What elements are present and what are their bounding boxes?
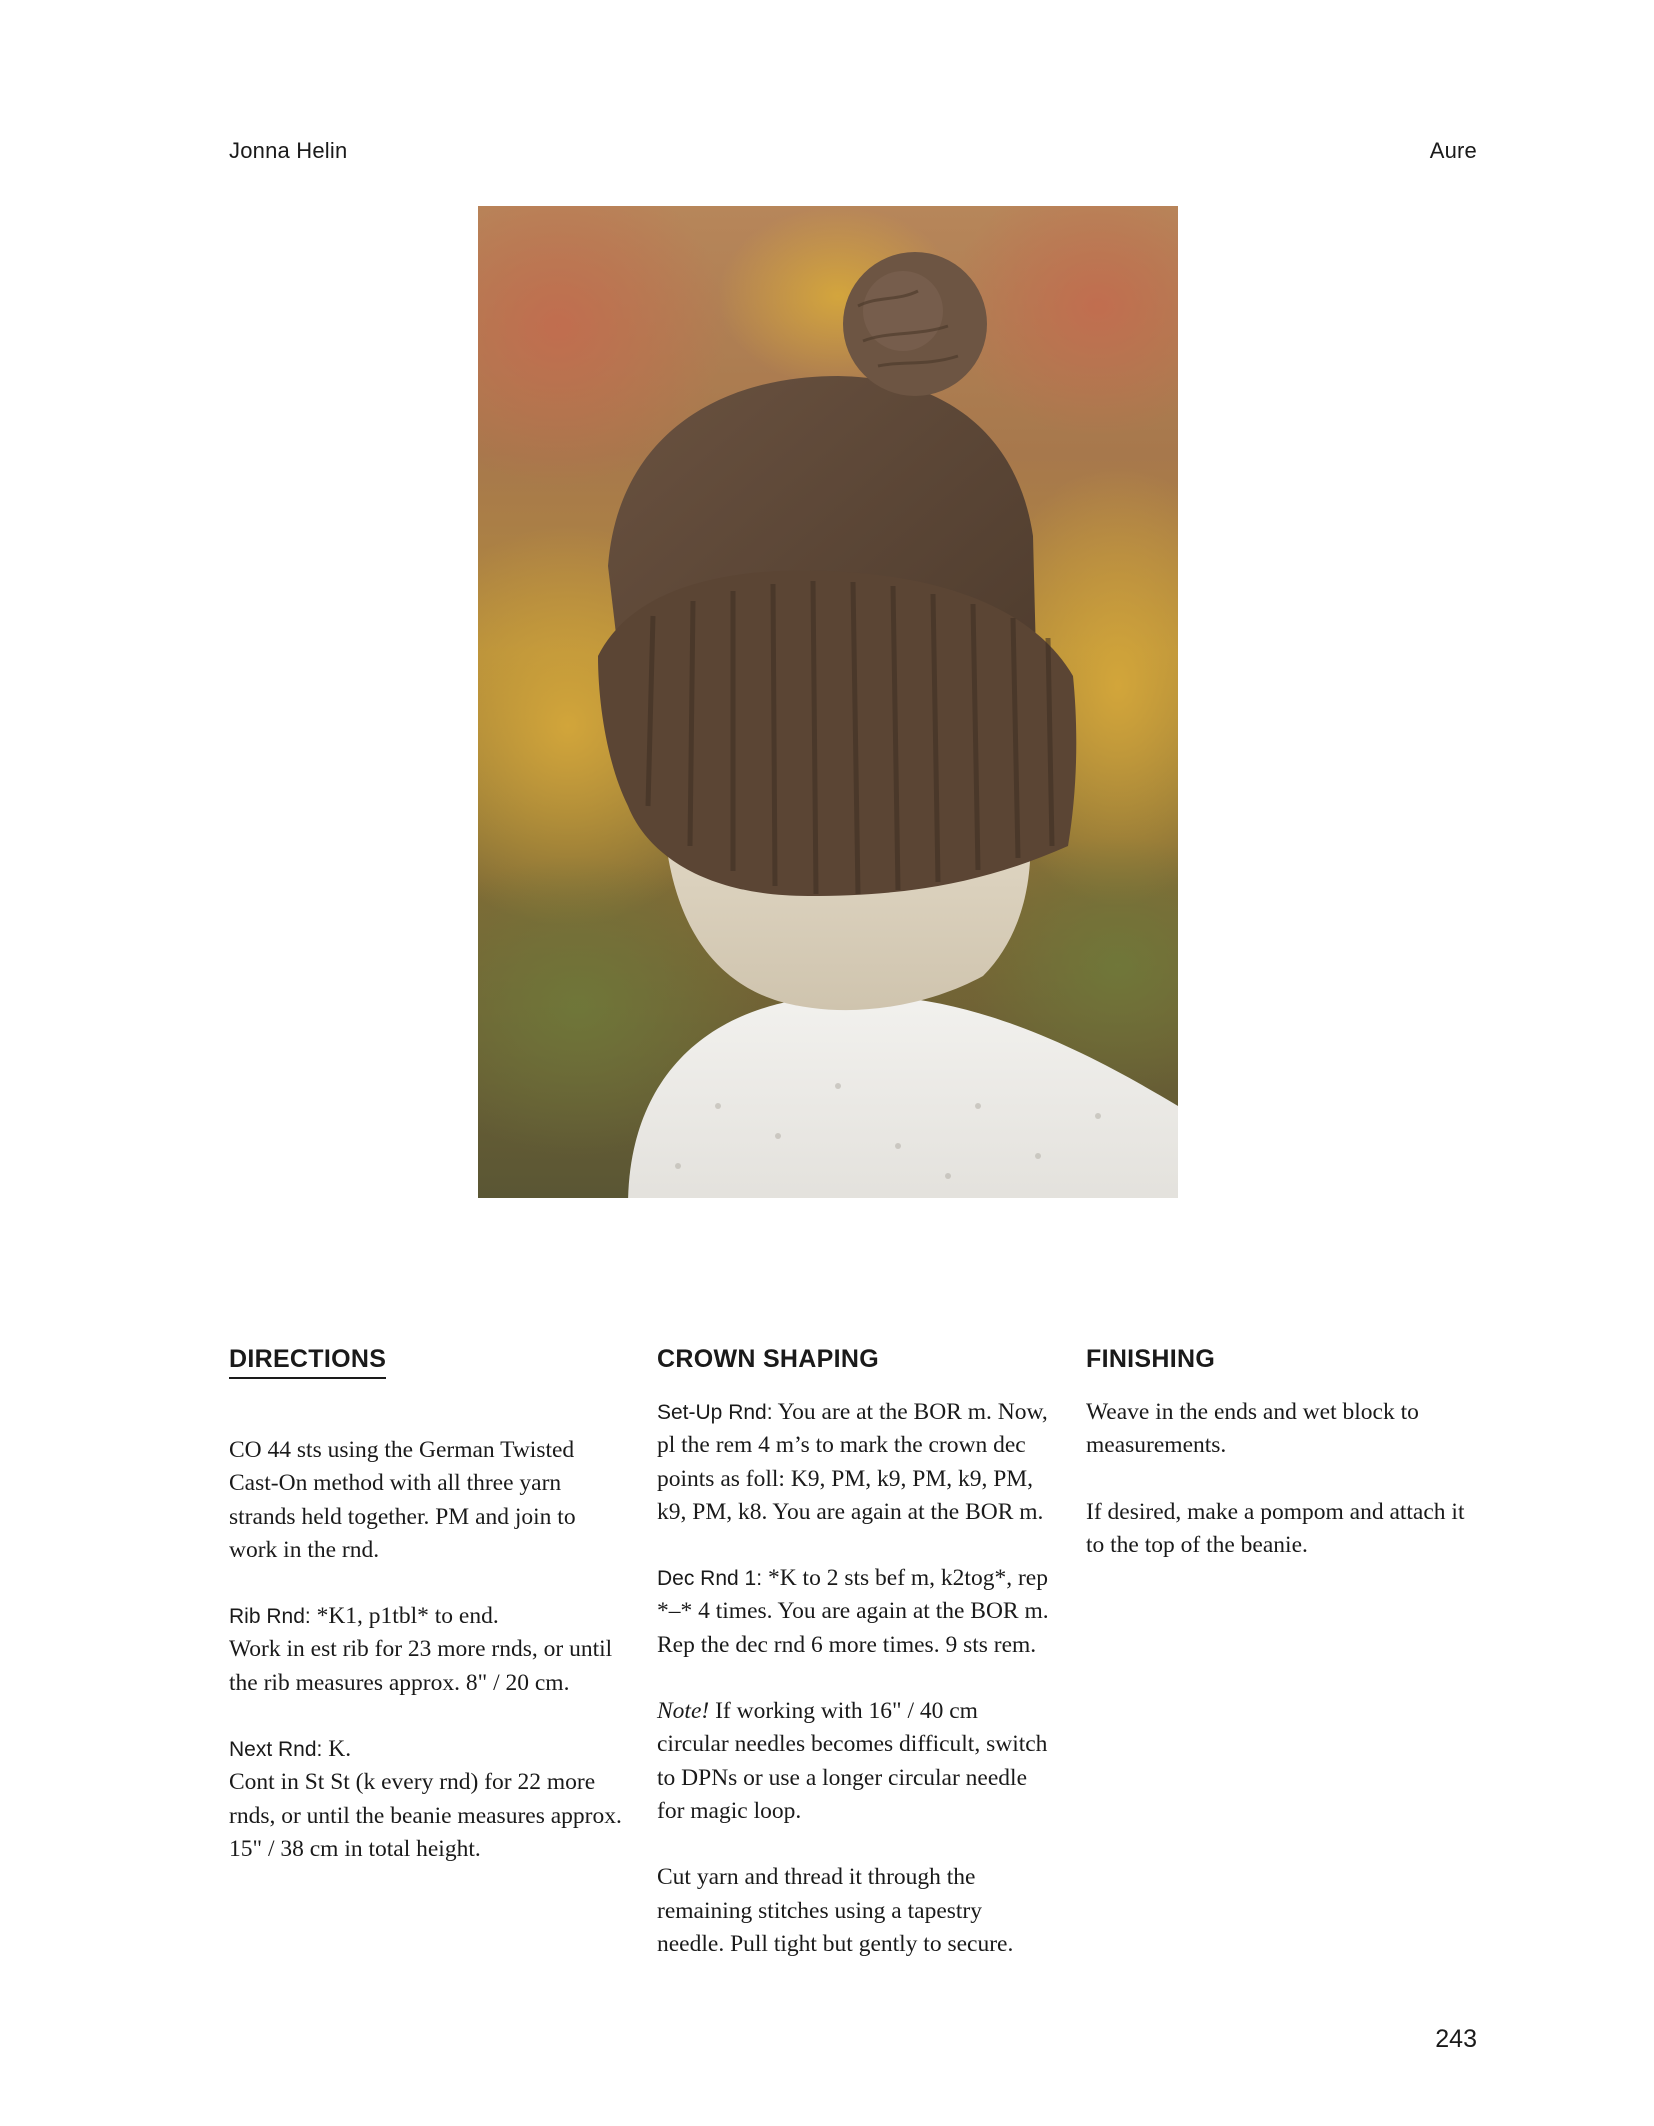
finishing-column bbox=[1086, 1342, 1486, 1562]
rib-round-label: Rib Rnd: bbox=[229, 1605, 311, 1629]
next-round-text: K. bbox=[322, 1736, 352, 1763]
crown-setup-round bbox=[657, 1396, 1052, 1529]
setup-round-label: Set-Up Rnd: bbox=[657, 1401, 773, 1424]
finishing-heading: FINISHING bbox=[1086, 1345, 1216, 1373]
crown-shaping-column bbox=[657, 1342, 1052, 1961]
setup-round-text: You are at the BOR m. Now, pl the rem 4 m’s to mark the crown dec points as foll: K9, PM, k9, PM, k9, PM, k9, PM, k8. You are again at the BOR m. bbox=[657, 1399, 1048, 1525]
note-label: Note! bbox=[657, 1698, 710, 1725]
directions-column bbox=[229, 1342, 624, 1866]
next-round-label: Next Rnd: bbox=[229, 1738, 323, 1762]
knitted-hat-photo-icon bbox=[478, 206, 1178, 1198]
running-head-author: Jonna Helin bbox=[229, 138, 348, 163]
crown-shaping-heading: CROWN SHAPING bbox=[657, 1345, 879, 1373]
next-round-continue: Cont in St St (k every rnd) for 22 more rnds, or until the beanie measures approx. 15" / 38 cm in total height. bbox=[229, 1769, 622, 1862]
directions-heading: DIRECTIONS bbox=[229, 1342, 386, 1379]
crown-note bbox=[657, 1695, 1052, 1828]
page-number: 243 bbox=[1435, 2025, 1477, 2053]
directions-next-round bbox=[229, 1733, 624, 1866]
rib-round-continue: Work in est rib for 23 more rnds, or until the rib measures approx. 8" / 20 cm. bbox=[229, 1636, 613, 1696]
running-head-title: Aure bbox=[1429, 138, 1477, 163]
knitted-hat-photo bbox=[478, 206, 1178, 1198]
finishing-pompom: If desired, make a pompom and attach it to the top of the beanie. bbox=[1086, 1498, 1465, 1558]
finishing-weave-ends: Weave in the ends and wet block to measurements. bbox=[1086, 1399, 1419, 1459]
crown-final-step: Cut yarn and thread it through the remaining stitches using a tapestry needle. Pull tight but gently to secure. bbox=[657, 1864, 1014, 1957]
decrease-round-text: *K to 2 sts bef m, k2tog*, rep *–* 4 times. You are again at the BOR m. Rep the dec rnd 6 more times. 9 sts rem. bbox=[657, 1565, 1049, 1658]
note-text: If working with 16" / 40 cm circular needles becomes difficult, switch to DPNs or use a longer circular needle for magic loop. bbox=[657, 1698, 1048, 1824]
crown-decrease-round bbox=[657, 1562, 1052, 1662]
rib-round-text: *K1, p1tbl* to end. bbox=[310, 1603, 499, 1630]
directions-rib-round bbox=[229, 1600, 624, 1700]
decrease-round-label: Dec Rnd 1: bbox=[657, 1567, 763, 1591]
directions-cast-on: CO 44 sts using the German Twisted Cast-On method with all three yarn strands held together. PM and join to work in the rnd. bbox=[229, 1437, 576, 1563]
